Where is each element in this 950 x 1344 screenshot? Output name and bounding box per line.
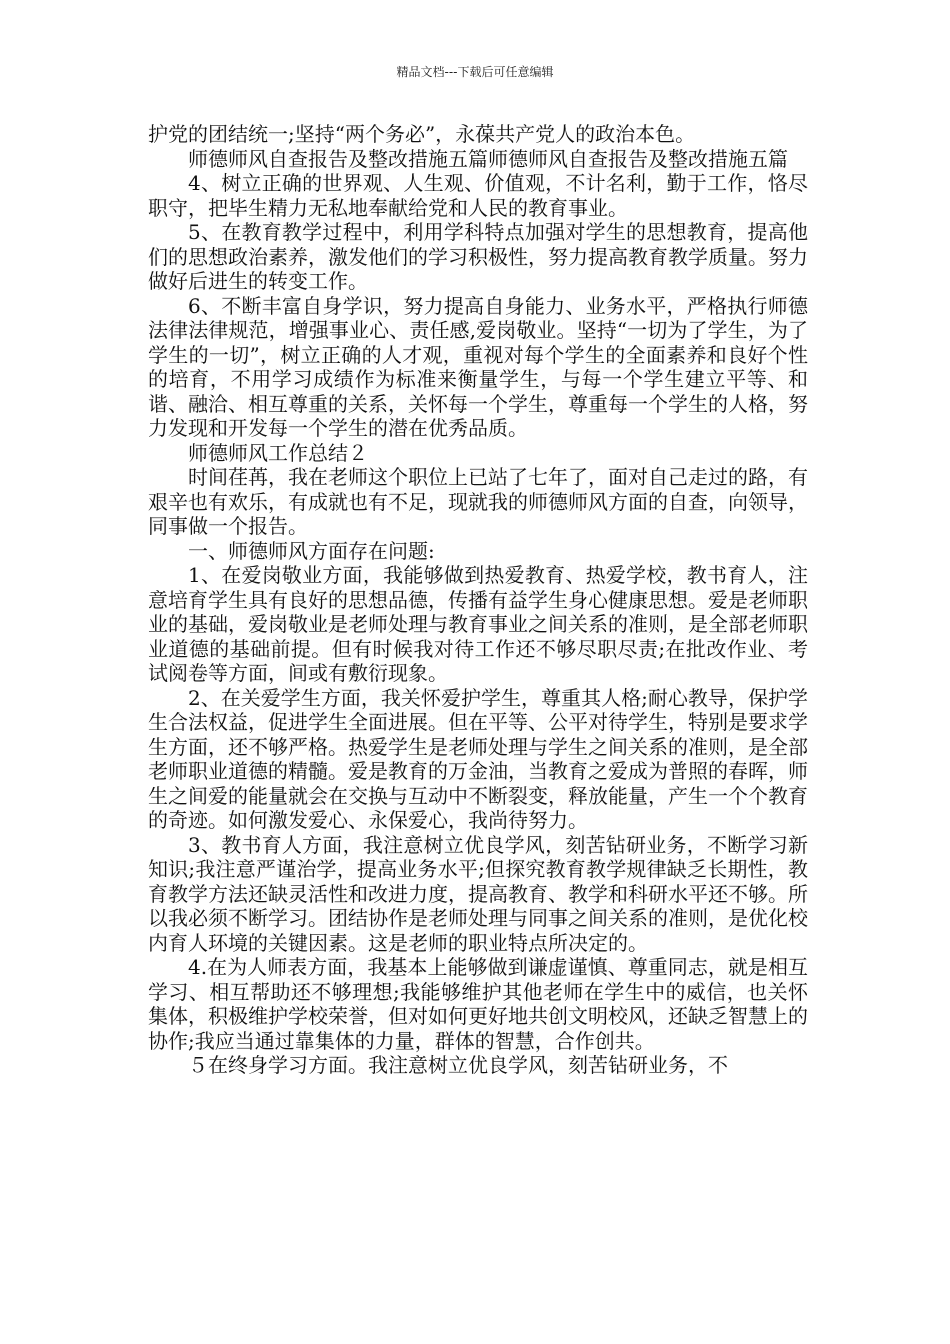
section-heading-summary-2: 师德师风工作总结２ xyxy=(188,440,368,465)
paragraph-4: 6、不断丰富自身学识，努力提高自身能力、业务水平，严格执行师德法律法律规范，增强事业心、责任感,爱岗敬业。坚持“一切为了学生，为了学生的一切”，树立正确的人才观，重视对每个学生的全面素养和良好个性的培育，不用学习成绩作为标准来衡量学生，与每一个学生建立平等、和谐、融洽、相互尊重的关系，关怀每一个学生，尊重每一个学生的人格，努力发现和开发每一个学生的潜在优秀品质。 xyxy=(148,293,808,440)
paragraph-2: 4、树立正确的世界观、人生观、价值观，不计名利，勤于工作，恪尽职守，把毕生精力无私地奉献给党和人民的教育事业。 xyxy=(148,171,808,220)
paragraph-8: 1、在爱岗敬业方面，我能够做到热爱教育、热爱学校，教书育人，注意培育学生具有良好的思想品德，传播有益学生身心健康思想。爱是老师职业的基础，爱岗敬业是老师处理与教育事业之间关系的准则，是全部老师职业道德的基础前提。但有时候我对待工作还不够尽职尽责;在批改作业、考试阅卷等方面，间或有敷衍现象。 xyxy=(148,563,808,685)
section-heading-problems: 一、师德师风方面存在问题: xyxy=(188,538,435,563)
paragraph-10: 3、教书育人方面，我注意树立优良学风，刻苦钻研业务，不断学习新知识;我注意严谨治学，提高业务水平;但探究教育教学规律缺乏长期性，教育教学方法还缺灵活性和改进力度，提高教育、教学和科研水平还不够。所以我必须不断学习。团结协作是老师处理与同事之间关系的准则，是优化校内育人环境的关键因素。这是老师的职业特点所决定的。 xyxy=(148,832,808,955)
paragraph-0: 护党的团结统一;坚持“两个务必”，永葆共产党人的政治本色。 xyxy=(148,122,696,146)
paragraph-1: 师德师风自查报告及整改措施五篇师德师风自查报告及整改措施五篇 xyxy=(188,146,788,171)
paragraph-3: 5、在教育教学过程中，利用学科特点加强对学生的思想教育，提高他们的思想政治素养，激发他们的学习积极性，努力提高教育教学质量。努力做好后进生的转变工作。 xyxy=(148,220,808,293)
paragraph-6: 时间荏苒，我在老师这个职位上已站了七年了，面对自己走过的路，有艰辛也有欢乐，有成就也有不足，现就我的师德师风方面的自查，向领导，同事做一个报告。 xyxy=(148,465,808,538)
document-body xyxy=(148,122,808,1078)
paragraph-9: 2、在关爱学生方面，我关怀爱护学生，尊重其人格;耐心教导，保护学生合法权益，促进学生全面进展。但在平等、公平对待学生，特别是要求学生方面，还不够严格。热爱学生是老师处理与学生之间关系的准则，是全部老师职业道德的精髓。爱是教育的万金油，当教育之爱成为普照的春晖，师生之间爱的能量就会在交换与互动中不断裂变，释放能量，产生一个个教育的奇迹。如何激发爱心、永保爱心，我尚待努力。 xyxy=(148,685,808,832)
paragraph-12: ５在终身学习方面。我注意树立优良学风，刻苦钻研业务，不 xyxy=(188,1053,728,1077)
page-header: 精品文档---下载后可任意编辑 xyxy=(396,65,554,79)
paragraph-11: 4.在为人师表方面，我基本上能够做到谦虚谨慎、尊重同志，就是相互学习、相互帮助还不够理想;我能够维护其他老师在学生中的威信，也关怀集体，积极维护学校荣誉，但对如何更好地共创文明校风，还缺乏智慧上的协作;我应当通过靠集体的力量，群体的智慧，合作创共。 xyxy=(148,955,808,1053)
